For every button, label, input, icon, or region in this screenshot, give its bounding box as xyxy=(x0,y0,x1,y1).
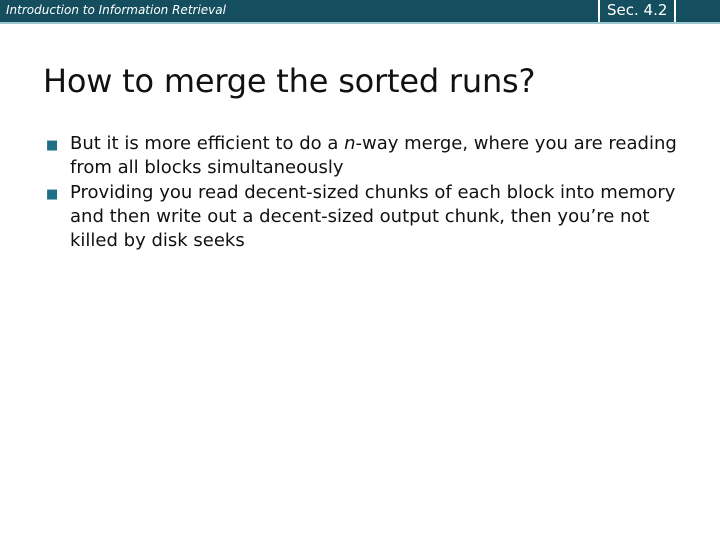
section-label: Sec. 4.2 xyxy=(607,1,668,19)
square-bullet-icon: ■ xyxy=(46,187,59,202)
course-title: Introduction to Information Retrieval xyxy=(6,3,226,17)
bullet-text-emphasis: n xyxy=(344,133,356,154)
bullet-text-start: But it is more efficient to do a xyxy=(70,133,345,154)
bullet-list xyxy=(44,132,684,254)
bullet-text xyxy=(70,132,684,180)
section-tag xyxy=(598,0,676,22)
header-divider xyxy=(0,22,720,24)
bullet-item-chunk-reading xyxy=(44,181,684,253)
square-bullet-icon: ■ xyxy=(46,138,59,153)
bullet-item-nway-merge xyxy=(44,132,684,180)
bullet-text: Providing you read decent-sized chunks of each block into memory and then write out a decent-sized output chunk, then you’re not killed by disk seeks xyxy=(70,182,676,251)
bullet-text-end: -way merge, where you are reading from all blocks simultaneously xyxy=(70,133,677,178)
slide-title: How to merge the sorted runs? xyxy=(43,62,536,100)
